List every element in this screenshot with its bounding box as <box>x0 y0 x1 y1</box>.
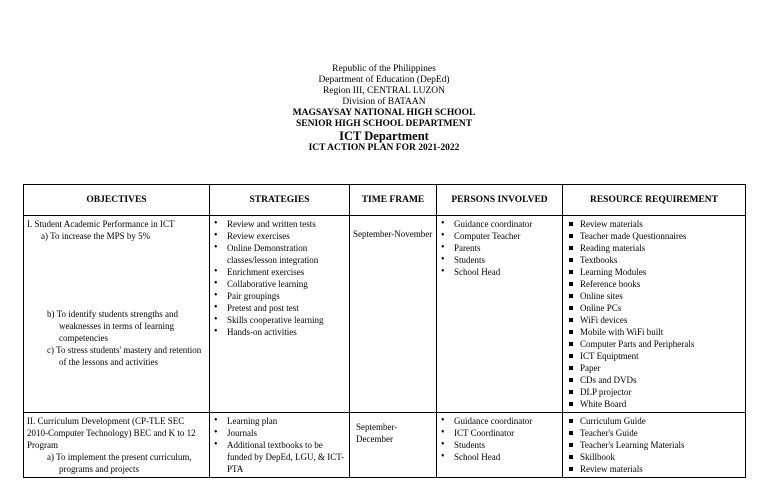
list-item: • Enrichment exercises <box>213 266 346 278</box>
list-item: • Review exercises <box>213 230 346 242</box>
list-item: • Journals <box>213 427 346 439</box>
list-item: Review materials <box>566 463 742 475</box>
header-republic: Republic of the Philippines <box>332 64 436 74</box>
action-plan-table <box>23 184 746 478</box>
list-item: • Pair groupings <box>213 290 346 302</box>
objectives-cell <box>24 413 210 478</box>
list-item: • Computer Teacher <box>440 230 559 242</box>
col-strategies: STRATEGIES <box>210 185 350 216</box>
list-item: DLP projector <box>566 386 742 398</box>
resources-cell <box>563 216 746 413</box>
time-frame-value: September-December <box>356 422 398 444</box>
list-item: Teacher's Guide <box>566 427 742 439</box>
col-resource-requirement: RESOURCE REQUIREMENT <box>563 185 746 216</box>
header-region: Region III, CENTRAL LUZON <box>322 86 446 96</box>
list-item: • Collaborative learning <box>213 278 346 290</box>
list-item: Skillbook <box>566 451 742 463</box>
objective-a: a) To increase the MPS by 5% <box>41 231 151 241</box>
list-item: Reading materials <box>566 242 742 254</box>
strategies-cell <box>210 216 350 413</box>
list-item: Online sites <box>566 290 742 302</box>
resources-cell <box>563 413 746 478</box>
time-frame-cell <box>350 216 437 413</box>
list-item: White Board <box>566 398 742 410</box>
objective-title: II. Curriculum Development (CP-TLE SEC 2010-Computer Technology) BEC and K to 12 Program <box>27 416 196 450</box>
list-item: Paper <box>566 362 742 374</box>
header-division: Division of BATAAN <box>342 97 426 107</box>
time-frame-value: September-November <box>353 229 433 239</box>
col-persons-involved: PERSONS INVOLVED <box>437 185 563 216</box>
header-ict-department: ICT Department <box>339 129 429 143</box>
list-item: • Guidance coordinator <box>440 415 559 427</box>
list-item: Teacher's Learning Materials <box>566 439 742 451</box>
col-time-frame: TIME FRAME <box>350 185 437 216</box>
list-item: ICT Equiptment <box>566 350 742 362</box>
list-item: • School Head <box>440 451 559 463</box>
table-row <box>24 413 746 478</box>
header-school: MAGSAYSAY NATIONAL HIGH SCHOOL <box>292 108 476 118</box>
objectives-cell <box>24 216 210 413</box>
list-item: • School Head <box>440 266 559 278</box>
table-header-row <box>24 185 746 216</box>
list-item: Teacher made Questionnaires <box>566 230 742 242</box>
list-item: • Hands-on activities <box>213 326 346 338</box>
list-item: • Online Demonstration classes/lesson integration <box>213 242 346 266</box>
list-item: • Review and written tests <box>213 218 346 230</box>
list-item: WiFi devices <box>566 314 742 326</box>
col-objectives: OBJECTIVES <box>24 185 210 216</box>
objective-c: c) To stress students' mastery and retention of the lessons and activities <box>47 345 202 367</box>
objective-a: a) To implement the present curriculum, programs and projects <box>47 452 192 474</box>
list-item: Computer Parts and Peripherals <box>566 338 742 350</box>
list-item: Mobile with WiFi built <box>566 326 742 338</box>
objective-title: I. Student Academic Performance in ICT <box>27 219 175 229</box>
header-department: SENIOR HIGH SCHOOL DEPARTMENT <box>295 119 473 129</box>
list-item: • Skills cooperative learning <box>213 314 346 326</box>
persons-cell <box>437 216 563 413</box>
list-item: Online PCs <box>566 302 742 314</box>
list-item: Curriculum Guide <box>566 415 742 427</box>
list-item: CDs and DVDs <box>566 374 742 386</box>
list-item: Textbooks <box>566 254 742 266</box>
persons-cell <box>437 413 563 478</box>
table-row <box>24 216 746 413</box>
time-frame-cell <box>350 413 437 478</box>
list-item: • Additional textbooks to be funded by DepEd, LGU, & ICT-PTA <box>213 439 346 475</box>
header-deped: Department of Education (DepEd) <box>318 75 450 85</box>
list-item: • Learning plan <box>213 415 346 427</box>
document-header <box>0 64 768 154</box>
strategies-cell <box>210 413 350 478</box>
list-item: Review materials <box>566 218 742 230</box>
list-item: Reference books <box>566 278 742 290</box>
objective-b: b) To identify students strengths and weaknesses in terms of learning competencies <box>47 309 178 343</box>
list-item: Learning Modules <box>566 266 742 278</box>
list-item: • Students <box>440 439 559 451</box>
list-item: • Guidance coordinator <box>440 218 559 230</box>
list-item: • Students <box>440 254 559 266</box>
list-item: • ICT Coordinator <box>440 427 559 439</box>
list-item: • Pretest and post test <box>213 302 346 314</box>
list-item: • Parents <box>440 242 559 254</box>
header-plan-title: ICT ACTION PLAN FOR 2021-2022 <box>308 143 460 153</box>
